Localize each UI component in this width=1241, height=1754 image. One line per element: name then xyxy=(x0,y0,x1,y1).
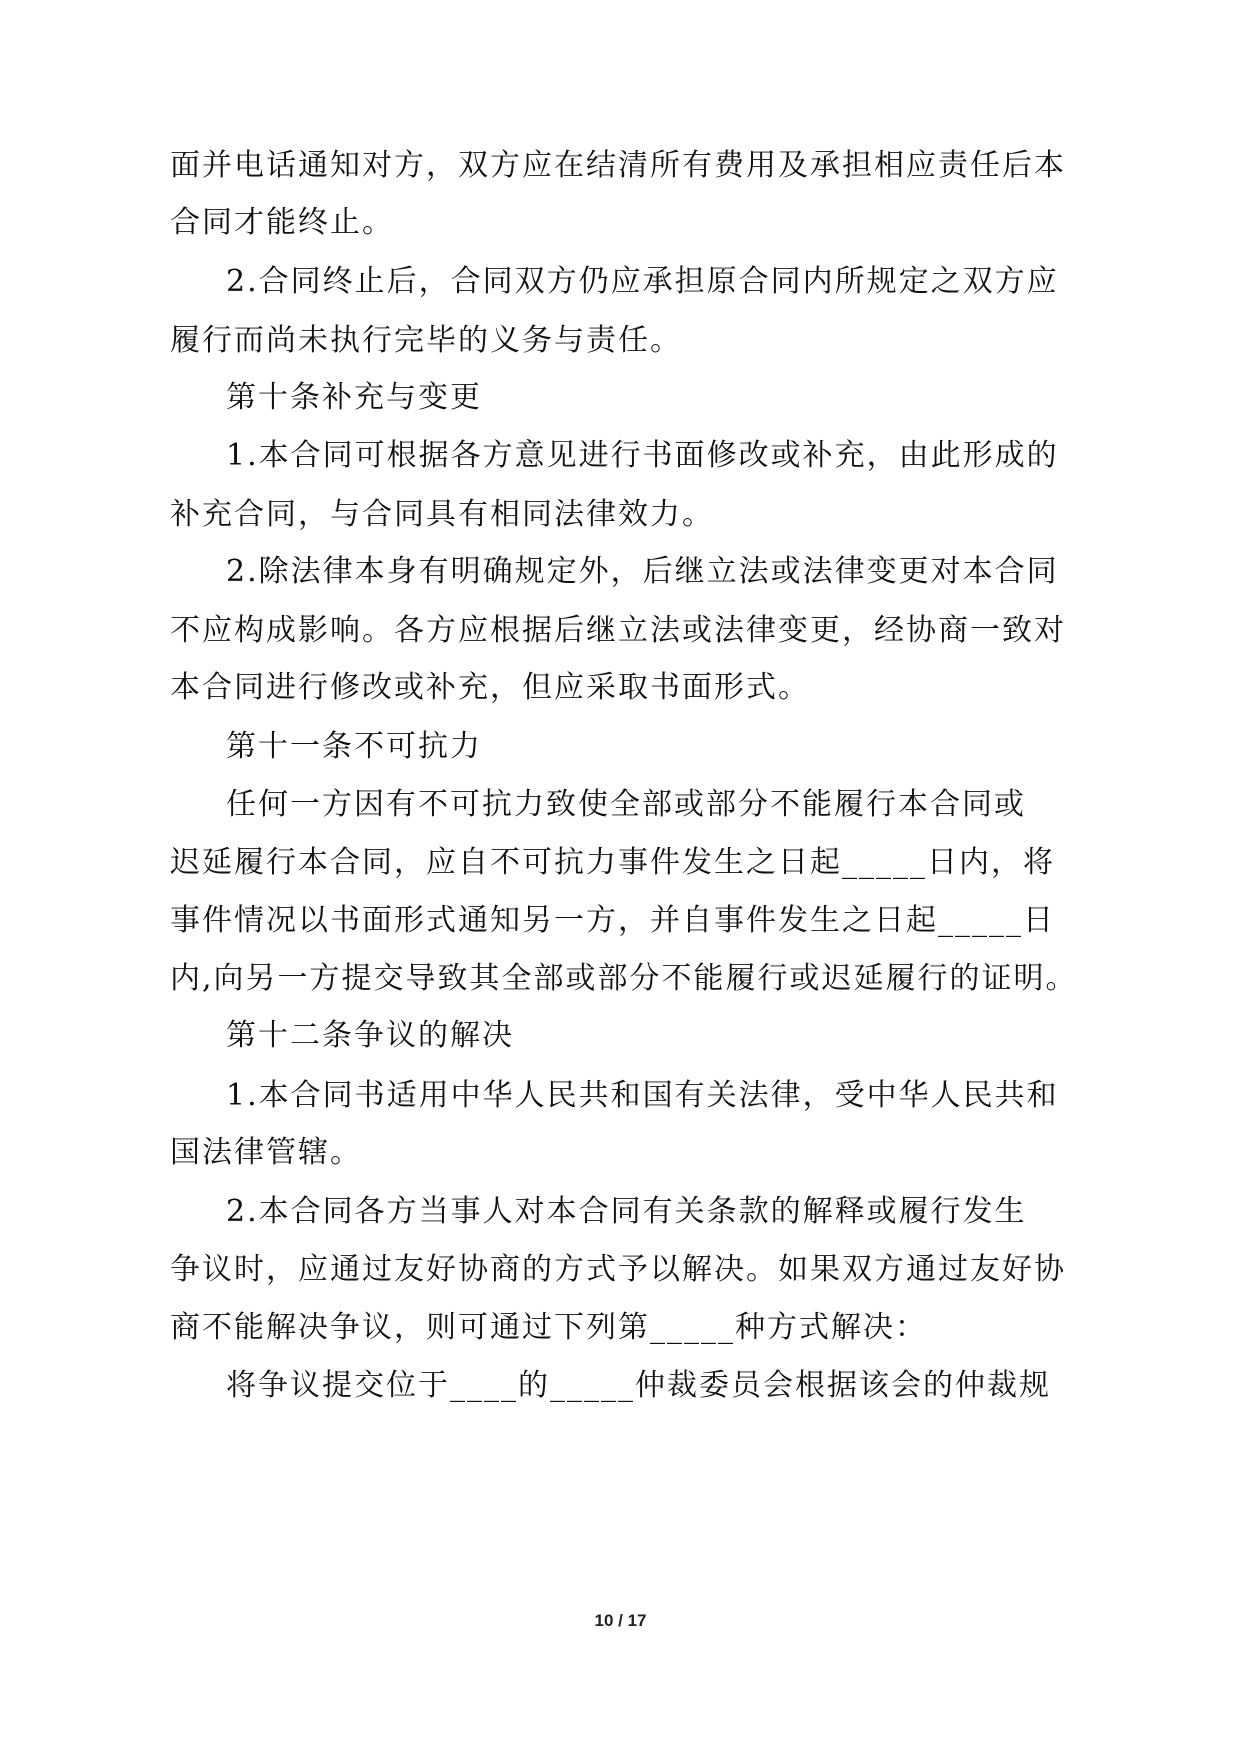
page-number: 10 / 17 xyxy=(594,1611,647,1630)
document-page: 面并电话通知对方，双方应在结清所有费用及承担相应责任后本 合同才能终止。 2.合同终止后，合同双方仍应承担原合同内所规定之双方应 履行而尚未执行完毕的义务与责任。 第十条补充与变更 1.本合同可根据各方意见进行书面修改或补充，由此形成的 补充合同，与合同具有相同法律效力。 2.除法律本身有明确规定外，后继立法或法律变更对本合同 不应构成影响。各方应根据后继立法或法律变更，经协商一致对 本合同进行修改或补充，但应采取书面形式。 第十一条不可抗力 任何一方因有不可抗力致使全部或部分不能履行本合同或 迟延履行本合同，应自不可抗力事件发生之日起_____日内，将 事件情况以书面形式通知另一方，并自事件发生之日起_____日 内,向另一方提交导致其全部或部分不能履行或迟延履行的证明。 第十二条争议的解决 1.本合同书适用中华人民共和国有关法律，受中华人民共和 国法律管辖。 2.本合同各方当事人对本合同有关条款的解释或履行发生 争议时，应通过友好协商的方式予以解决。如果双方通过友好协 商不能解决争议，则可通过下列第_____种方式解决： 将争议提交位于____的_____仲裁委员会根据该会的仲裁规 10 / 17 xyxy=(0,0,1241,1754)
